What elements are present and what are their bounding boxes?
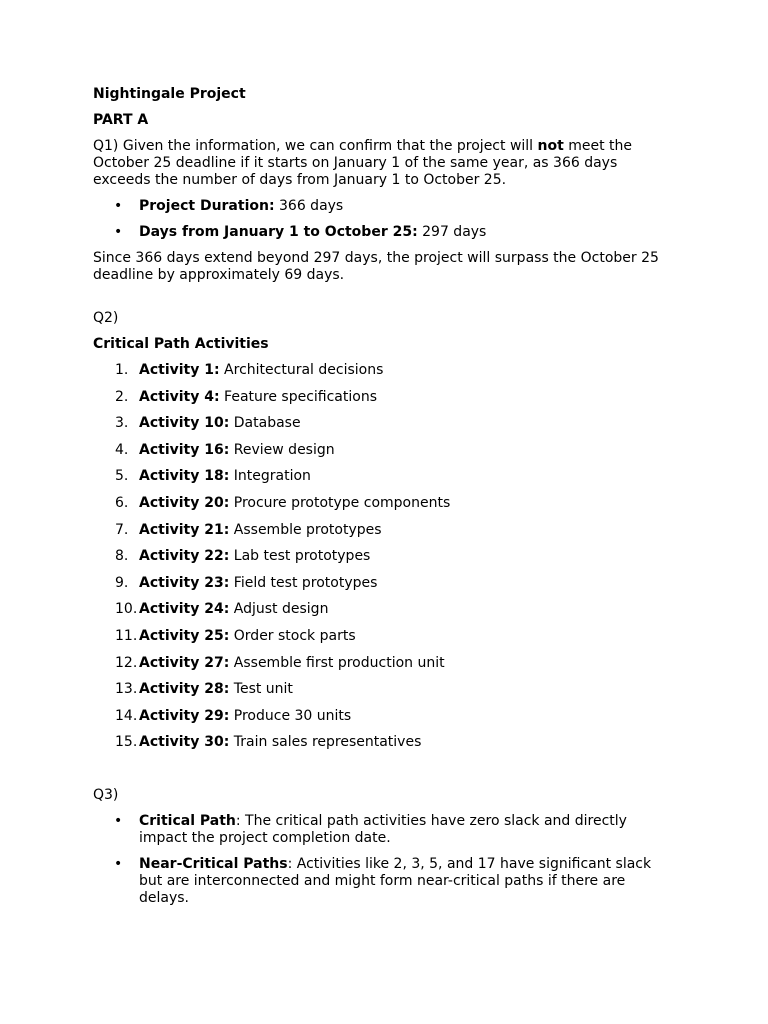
activity-text: Train sales representatives <box>229 734 422 751</box>
activity-text: Database <box>229 415 301 432</box>
activity-label: Activity 18: <box>139 468 230 485</box>
activity-label: Activity 21: <box>139 521 230 538</box>
activity-text: Architectural decisions <box>219 362 384 378</box>
activity-text: Feature specifications <box>219 388 377 405</box>
q3-label: Q3) <box>93 787 119 804</box>
item-number: 1. <box>115 362 129 378</box>
item-number: 4. <box>115 441 129 458</box>
activity-label: Activity 24: <box>139 601 230 618</box>
item-number: 12. <box>115 654 138 671</box>
list-item <box>93 468 678 485</box>
item-number: 14. <box>115 707 138 724</box>
activity-label: Activity 28: <box>139 681 230 698</box>
bullet-text: : The critical path activities have zero slack and directly impact the project completion date. <box>139 813 627 847</box>
activity-text: Produce 30 units <box>229 707 352 724</box>
critical-path-heading: Critical Path Activities <box>93 336 269 352</box>
item-number: 8. <box>115 548 129 565</box>
activity-label: Activity 30: <box>139 734 230 751</box>
bullet-label: Project Duration: <box>139 198 275 214</box>
item-number: 11. <box>115 627 138 644</box>
item-number: 2. <box>115 388 129 405</box>
item-number: 15. <box>115 734 138 751</box>
item-number: 3. <box>115 415 129 432</box>
list-item <box>93 628 678 645</box>
activity-text: Lab test prototypes <box>229 548 371 565</box>
list-item <box>93 601 678 618</box>
q2-label: Q2) <box>93 310 119 326</box>
list-item <box>93 708 678 725</box>
activity-label: Activity 10: <box>139 415 230 432</box>
q1-text-pre: Q1) Given the information, we can confirm that the project will <box>93 138 538 154</box>
item-number: 10. <box>115 601 138 618</box>
critical-path-list <box>93 362 678 751</box>
document-title: Nightingale Project <box>93 86 246 102</box>
q1-paragraph <box>93 138 678 189</box>
q1-bullet-list <box>93 198 678 241</box>
list-item <box>93 442 678 459</box>
list-item <box>93 522 678 539</box>
activity-text: Assemble prototypes <box>229 521 382 538</box>
list-item <box>93 681 678 698</box>
list-item <box>93 813 678 847</box>
list-item <box>93 856 678 907</box>
q3-bullet-list <box>93 813 678 907</box>
document-page <box>93 86 678 916</box>
item-number: 6. <box>115 494 129 511</box>
bullet-value: 366 days <box>274 198 344 214</box>
item-number: 7. <box>115 521 129 538</box>
bullet-text: : Activities like 2, 3, 5, and 17 have significant slack but are interconnected and might form near-critical paths if there are delays. <box>139 856 652 907</box>
activity-label: Activity 4: <box>139 388 220 405</box>
activity-text: Order stock parts <box>229 627 356 644</box>
bullet-value: 297 days <box>417 224 487 240</box>
activity-label: Activity 29: <box>139 707 230 724</box>
q1-conclusion: Since 366 days extend beyond 297 days, the project will surpass the October 25 deadline by approximately 69 days. <box>93 250 659 283</box>
activity-text: Procure prototype components <box>229 494 451 511</box>
bullet-label: Near-Critical Paths <box>139 856 288 873</box>
list-item <box>93 495 678 512</box>
list-item <box>93 224 678 241</box>
activity-text: Test unit <box>229 681 293 698</box>
list-item <box>93 389 678 406</box>
activity-label: Activity 27: <box>139 654 230 671</box>
list-item <box>93 655 678 672</box>
list-item <box>93 415 678 432</box>
q1-text-bold: not <box>537 138 564 154</box>
activity-label: Activity 22: <box>139 548 230 565</box>
list-item <box>93 198 678 215</box>
list-item <box>93 734 678 751</box>
item-number: 5. <box>115 468 129 485</box>
list-item <box>93 575 678 592</box>
bullet-label: Days from January 1 to October 25: <box>139 224 418 240</box>
item-number: 9. <box>115 574 129 591</box>
activity-text: Review design <box>229 441 335 458</box>
activity-label: Activity 16: <box>139 441 230 458</box>
q1-text-post: meet the October 25 deadline if it starts on January 1 of the same year, as 366 days exceeds the number of days from January 1 to October 25. <box>93 138 633 188</box>
activity-label: Activity 25: <box>139 627 230 644</box>
activity-label: Activity 20: <box>139 494 230 511</box>
item-number: 13. <box>115 681 138 698</box>
activity-text: Integration <box>229 468 311 485</box>
list-item <box>93 362 678 379</box>
list-item <box>93 548 678 565</box>
activity-text: Field test prototypes <box>229 574 378 591</box>
bullet-label: Critical Path <box>139 813 236 830</box>
activity-label: Activity 23: <box>139 574 230 591</box>
activity-label: Activity 1: <box>139 362 220 378</box>
activity-text: Adjust design <box>229 601 329 618</box>
activity-text: Assemble first production unit <box>229 654 445 671</box>
part-a-heading: PART A <box>93 112 149 128</box>
